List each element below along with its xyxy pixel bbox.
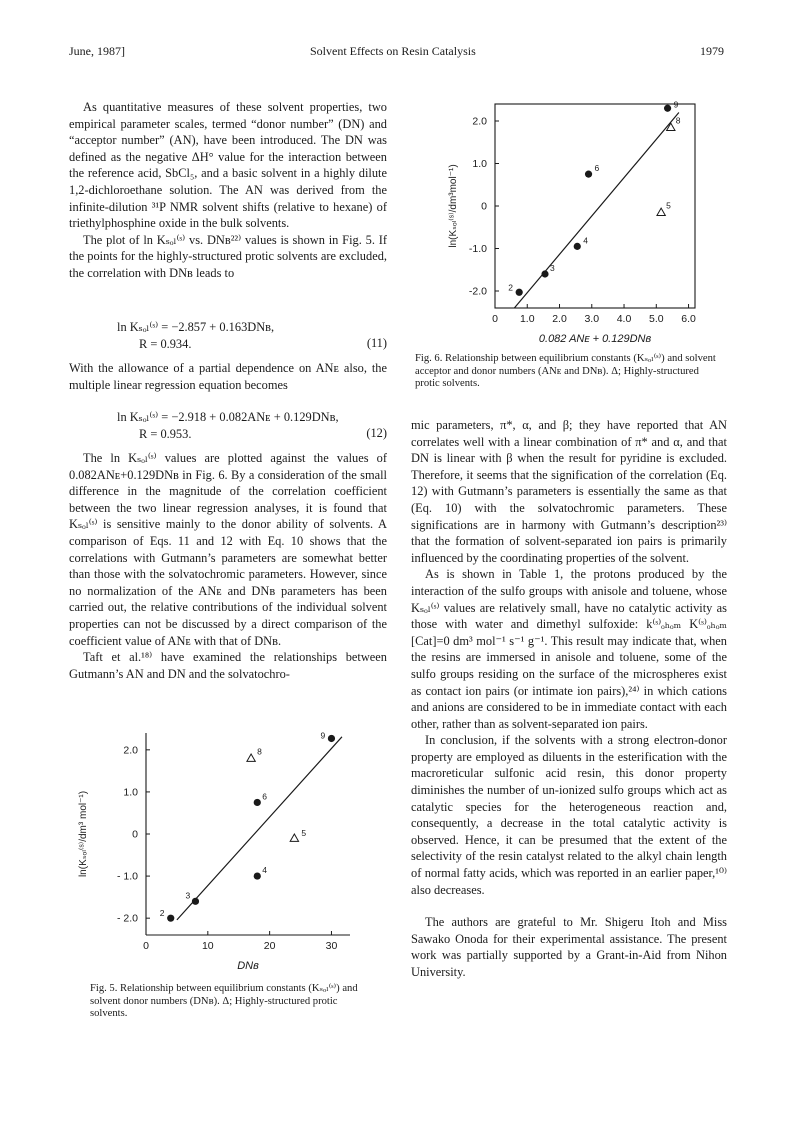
data-point-circle [254,799,261,806]
y-tick-label: - 1.0 [116,870,138,883]
data-point-triangle [657,208,665,215]
y-tick-label: 0 [132,828,138,841]
y-tick-label: 2.0 [472,115,487,128]
figure-6-chart [440,96,710,350]
regression-line [177,737,342,920]
data-point-circle [585,171,592,178]
plot-frame [495,104,695,308]
x-tick-label: 6.0 [681,313,696,325]
right-column [411,417,727,981]
data-point-label: 4 [262,865,268,876]
equation-line: R = 0.953. [139,426,192,441]
data-point-label: 2 [159,908,165,919]
paragraph: The authors are grateful to Mr. Shigeru Itoh and Miss Sawako Onoda for their experimental assistance. The present work was partially supported by a Grant-in-Aid from Nihon University. [411,915,727,979]
x-tick-label: 0 [492,313,498,325]
data-point-label: 5 [666,200,671,211]
data-point-circle [192,898,199,905]
equation-line: ln Kₛₒₗ⁽ˢ⁾ = −2.918 + 0.082ANᴇ + 0.129DNʙ, [117,410,339,424]
figure-5-caption: Fig. 5. Relationship between equilibrium constants (Kₛₒₗ⁽ˢ⁾) and solvent donor numbers (DNʙ). Δ; Highly-structured protic solvents. [90,983,358,1020]
paragraph: With the allowance of a partial dependence on ANᴇ also, the multiple linear regression equation becomes [69,361,387,392]
y-tick-label: 1.0 [472,158,487,170]
x-axis-label: 0.082 ANᴇ + 0.129DNʙ [538,333,652,345]
header-date: June, 1987] [69,44,125,58]
data-point-circle [167,915,174,922]
x-tick-label: 1.0 [519,313,535,325]
paragraph: In conclusion, if the solvents with a strong electron-donor property are employed as diluents in the esterification with the macroreticular sulfonic acid resin, this donor property diminishes the number of un-ionized sulfo groups which act as catalytic species for the heterogeneous reaction and, consequently, a decrease in the total catalytic activity is observed. Hence, it can be presumed that the extent of the selectivity of the resin catalyst related to the alkyl chain length of normal fatty acids, which was reported in an earlier paper,¹⁰⁾ also decreases. [411,733,727,897]
left-column-top [69,99,387,282]
data-point-label: 8 [257,746,262,757]
paragraph: The plot of ln Kₛₒₗ⁽ˢ⁾ vs. DNʙ²²⁾ values is shown in Fig. 5. If the points for the highly-structured protic solvents are excluded, the correlation with DNʙ leads to [69,232,387,280]
data-point-circle [664,105,671,112]
y-tick-label: -2.0 [468,285,487,298]
header-page-number: 1979 [700,44,724,58]
left-column-bottom [69,450,387,682]
left-column-mid [69,360,387,393]
data-point-label: 4 [583,235,588,246]
regression-line [514,113,679,309]
y-axis-label: ln(Kₛₒₗ⁽ˢ⁾/dm³mol⁻¹) [448,164,459,248]
data-point-triangle [667,123,675,130]
y-tick-label: 1.0 [123,786,138,799]
data-point-label: 9 [673,99,679,110]
paragraph: The ln Kₛₒₗ⁽ˢ⁾ values are plotted against the values of 0.082ANᴇ+0.129DNʙ in Fig. 6. By a consideration of the small difference in the magnitude of the correlation coefficient between the two linear regression analyses, it is found that Kₛₒₗ⁽ˢ⁾ is sensitive mainly to the donor ability of solvents. A comparison of Eqs. 11 and 12 with Eq. 10 shows that the correlations with Gutmann’s parameters are somewhat better than those with the solvatochromic parameters. However, since no normalization of the ANᴇ and DNʙ parameters has been carried out, the relative contributions of the individual solvent properties can not be discussed by a direct comparison of the coefficient value of ANᴇ with that of DNʙ. [69,451,387,648]
x-tick-label: 30 [325,940,338,952]
equation-line: ln Kₛₒₗ⁽ˢ⁾ = −2.857 + 0.163DNʙ, [117,320,275,334]
y-tick-label: -1.0 [468,243,487,255]
x-tick-label: 20 [263,940,276,952]
equation-number: (11) [366,336,387,350]
data-point-label: 6 [594,163,600,174]
y-tick-label: 2.0 [123,744,138,757]
x-tick-label: 3.0 [584,313,600,325]
y-tick-label: 0 [481,200,487,213]
equation-11 [117,319,387,352]
paragraph: As quantitative measures of these solvent properties, two empirical parameter scales, termed “donor number” (DN) and “acceptor number” (AN), have been introduced. The DN was defined as the negative ΔH° value for the interaction between the reference acid, SbCl₅, and a basic solvent in a highly dilute 1,2-dichloroethane solution. The AN was derived from the infinite-dilution ³¹P NMR solvent shifts (relative to hexane) of triethylphosphine oxide in the bulk solvents. [69,100,387,231]
x-tick-label: 2.0 [552,313,567,325]
paragraph: Taft et al.¹⁸⁾ have examined the relationships between Gutmann’s AN and DN and the solvatochro- [69,650,387,681]
data-point-label: 3 [550,263,555,273]
data-point-label: 9 [320,730,326,741]
x-axis-label: DNʙ [237,960,259,972]
data-point-triangle [290,834,298,841]
data-point-label: 2 [508,282,513,293]
paragraph: As is shown in Table 1, the protons produced by the interaction of the sulfo groups with anisole and toluene, whose Kₛₒₗ⁽ˢ⁾ values are relatively small, have no catalytic activity as those with water and dimethyl sulfoxide: k⁽ˢ⁾ₒₕₒₘ K⁽ˢ⁾ₒₕₒₘ [Cat]=0 dm³ mol⁻¹ s⁻¹ g⁻¹. This result may indicate that, when the resins are immersed in anisole and toluene, some of the sulfo groups residing on the surface of the microspheres exist as contact ion pairs (or intimate ion pairs),²⁴⁾ in which cations and anions are considered to be in immediate contact with each other, rather than as solvent-separated ion pairs. [411,567,727,731]
data-point-label: 8 [675,115,681,126]
data-point-circle [516,289,523,296]
y-axis-label: ln(Kₛₒₗ⁽ˢ⁾/dm³ mol⁻¹) [78,790,89,878]
equation-line: R = 0.934. [139,336,192,351]
equation-number: (12) [366,426,387,440]
x-tick-label: 0 [143,940,149,952]
x-tick-label: 5.0 [648,313,664,325]
x-tick-label: 10 [201,940,214,952]
data-point-label: 6 [262,791,268,802]
header-title: Solvent Effects on Resin Catalysis [310,44,476,58]
x-tick-label: 4.0 [616,313,632,325]
y-tick-label: - 2.0 [116,912,138,925]
paragraph: mic parameters, π*, α, and β; they have reported that AN correlates well with a linear combination of π* and α, and that DN is linear with β when the result for pyridine is excluded. Therefore, it seems that the signification of the correlation (Eq. 12) with Gutmann’s parameters is essentially the same as that (Eq. 10) with the solvatochromic parameters. These significations are in harmony with Gutmann’s description²³⁾ that the formation of solvent-separated ion pairs is primarily influenced by the coordinating properties of the solvent. [411,418,727,565]
figure-6-caption: Fig. 6. Relationship between equilibrium constants (Kₛₒₗ⁽ˢ⁾) and solvent acceptor and donor numbers (ANᴇ and DNʙ). Δ; Highly-structured protic solvents. [415,353,716,390]
data-point-circle [541,270,548,277]
data-point-triangle [247,754,255,761]
data-point-label: 5 [301,828,307,839]
figure-5-chart [68,727,368,979]
data-point-circle [574,243,581,250]
data-point-circle [328,735,335,742]
data-point-label: 3 [185,890,191,901]
equation-12 [117,409,387,442]
data-point-circle [254,872,261,879]
